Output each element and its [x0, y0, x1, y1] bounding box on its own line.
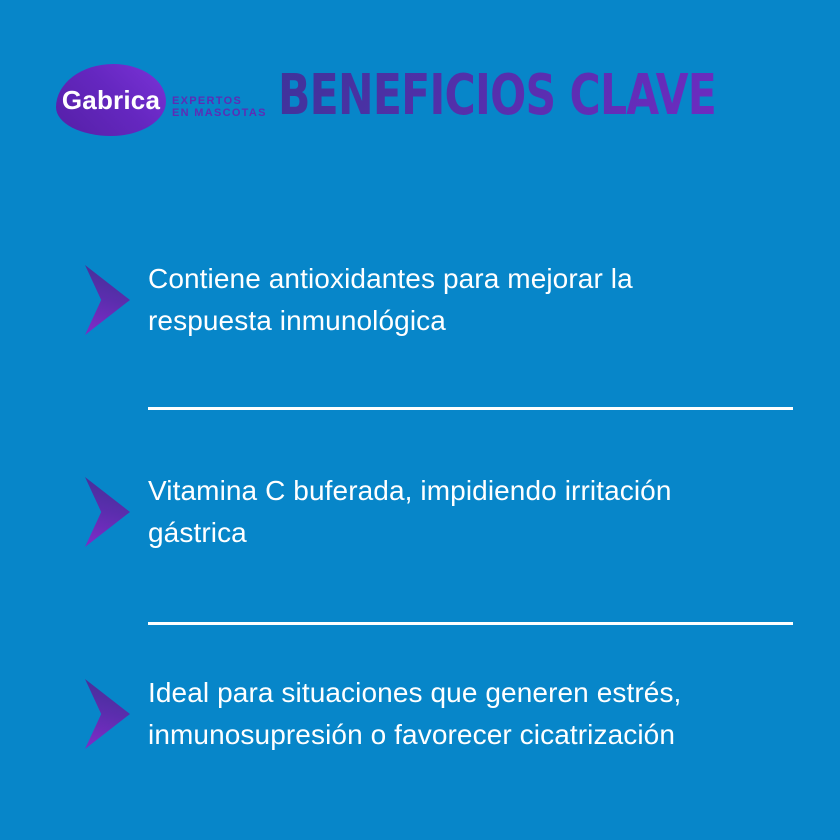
- benefit-text-2: [148, 470, 672, 554]
- chevron-right-icon: [85, 265, 130, 335]
- benefit-item-2: [85, 470, 805, 554]
- benefit-item-1: [85, 258, 805, 342]
- benefit-text-3: [148, 672, 681, 756]
- benefit-2-line2: gástrica: [148, 517, 247, 548]
- divider-line-2: [148, 622, 793, 625]
- chevron-right-icon: [85, 477, 130, 547]
- gabrica-logo: [56, 64, 166, 136]
- divider-line-1: [148, 407, 793, 410]
- page-title: BENEFICIOS CLAVE: [278, 63, 717, 128]
- logo-tagline: [172, 95, 267, 119]
- benefit-text-1: [148, 258, 633, 342]
- gabrica-logo-wordmark: Gabrica: [61, 84, 161, 115]
- benefit-1-line1: Contiene antioxidantes para mejorar la: [148, 263, 633, 294]
- benefit-2-line1: Vitamina C buferada, impidiendo irritación: [148, 475, 672, 506]
- benefit-item-3: [85, 672, 805, 756]
- benefit-1-line2: respuesta inmunológica: [148, 305, 446, 336]
- benefit-3-line1: Ideal para situaciones que generen estrés,: [148, 677, 682, 708]
- logo-tagline-line1: EXPERTOS: [172, 95, 243, 107]
- benefit-3-line2: inmunosupresión o favorecer cicatrización: [148, 719, 676, 750]
- logo-tagline-line2: EN MASCOTAS: [172, 107, 267, 119]
- chevron-right-icon: [85, 679, 130, 749]
